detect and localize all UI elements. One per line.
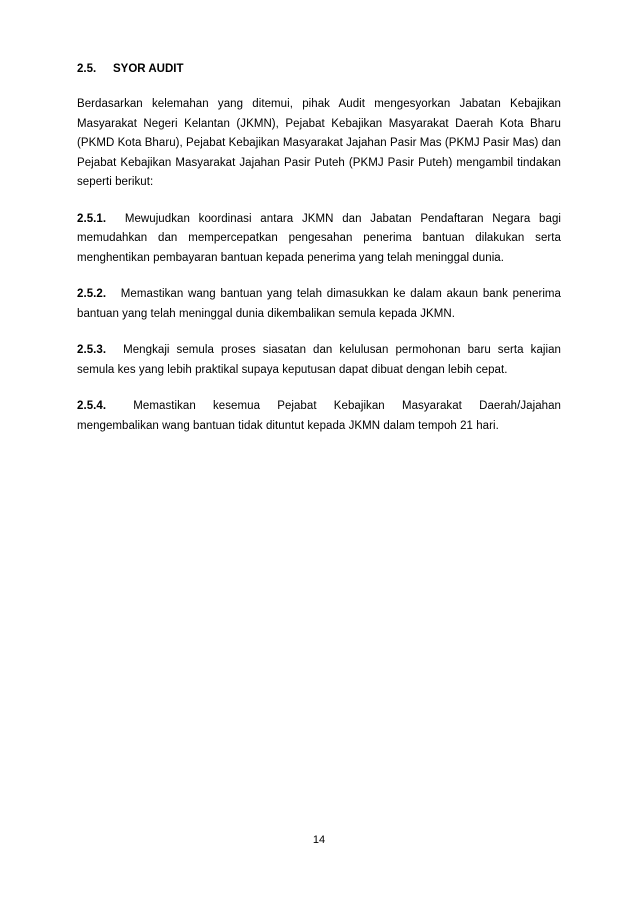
recommendation-number: 2.5.2.	[77, 288, 107, 300]
recommendation-text: Memastikan wang bantuan yang telah dimasukkan ke dalam akaun bank penerima bantuan yang telah meninggal dunia dikembalikan semula kepada JKMN.	[77, 288, 562, 320]
recommendation-paragraph	[77, 285, 561, 324]
recommendation-number: 2.5.3.	[77, 344, 107, 356]
page-content	[77, 61, 561, 453]
recommendation-paragraph	[77, 341, 561, 380]
recommendation-text: Memastikan kesemua Pejabat Kebajikan Masyarakat Daerah/Jajahan mengembalikan wang bantuan tidak dituntut kepada JKMN dalam tempoh 21 hari.	[77, 400, 561, 432]
section-heading	[77, 61, 561, 77]
recommendation-paragraph	[77, 210, 561, 269]
page-number: 14	[312, 834, 326, 846]
recommendation-number: 2.5.4.	[77, 400, 107, 412]
recommendation-text: Mewujudkan koordinasi antara JKMN dan Jabatan Pendaftaran Negara bagi memudahkan dan mempercepatkan pengesahan penerima bantuan dilakukan serta menghentikan pembayaran bantuan kepada penerima yang telah meninggal dunia.	[77, 212, 561, 264]
recommendation-text: Mengkaji semula proses siasatan dan kelulusan permohonan baru serta kajian semula kes yang lebih praktikal supaya keputusan dapat dibuat dengan lebih cepat.	[77, 344, 561, 376]
section-number: 2.5.	[77, 63, 97, 75]
section-title: SYOR AUDIT	[113, 63, 184, 75]
recommendation-number: 2.5.1.	[77, 212, 107, 225]
recommendation-paragraph	[77, 397, 561, 436]
intro-paragraph: Berdasarkan kelemahan yang ditemui, pihak Audit mengesyorkan Jabatan Kebajikan Masyarakat Negeri Kelantan (JKMN), Pejabat Kebajikan Masyarakat Daerah Kota Bharu (PKMD Kota Bharu), Pejabat Kebajikan Masyarakat Jajahan Pasir Mas (PKMJ Pasir Mas) dan Pejabat Kebajikan Masyarakat Jajahan Pasir Puteh (PKMJ Pasir Puteh) mengambil tindakan seperti berikut:	[77, 98, 561, 188]
